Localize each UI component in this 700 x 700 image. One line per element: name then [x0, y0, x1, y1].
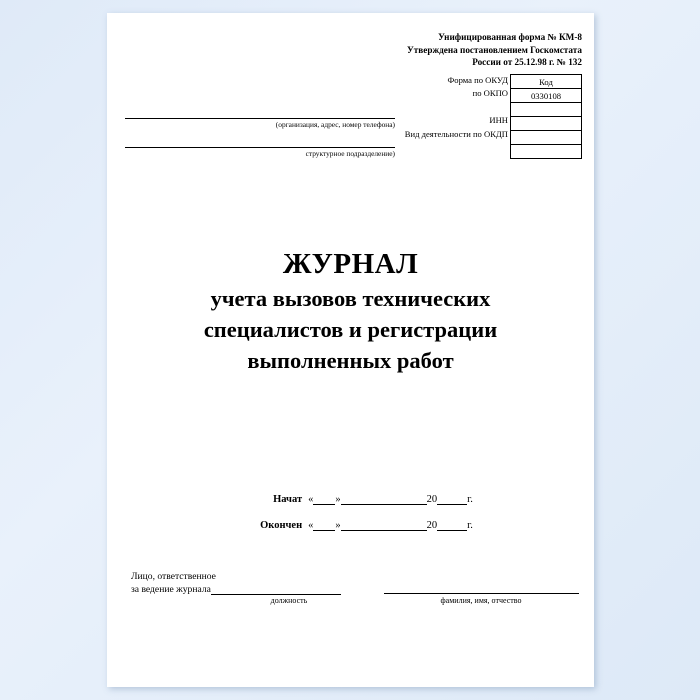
code-label-inn: ИНН [489, 115, 508, 126]
organization-block [125, 105, 395, 163]
code-value-okpo [511, 103, 582, 117]
table-row [511, 89, 582, 103]
title-line-1: учета вызовов технических [210, 286, 491, 311]
code-value-okdp [511, 145, 582, 159]
caption-full-name: фамилия, имя, отчество [440, 596, 522, 605]
responsible-name-field[interactable] [384, 592, 579, 594]
document-page [107, 13, 594, 687]
end-day-field[interactable] [313, 520, 335, 531]
table-row [511, 103, 582, 117]
code-label-okud: Форма по ОКУД [447, 75, 508, 85]
start-quote-close: » [335, 494, 341, 505]
end-year-prefix: 20 [426, 520, 438, 531]
caption-position: должность [270, 596, 308, 605]
end-year-field[interactable] [437, 520, 467, 531]
responsible-label-line-1: Лицо, ответственное [131, 571, 216, 582]
end-year-suffix: г. [467, 520, 473, 531]
code-value-inn [511, 131, 582, 145]
code-label-okdp: Вид деятельности по ОКДП [404, 128, 508, 139]
start-year-field[interactable] [437, 494, 467, 505]
code-table-header-cell: Код [511, 75, 582, 89]
end-quote-close: » [335, 520, 341, 531]
responsible-person-block [131, 571, 571, 605]
start-date-row [107, 479, 594, 505]
responsible-label-line-2: за ведение журнала [131, 584, 211, 595]
end-quote-open: « [308, 520, 314, 531]
end-date-label: Окончен [260, 520, 303, 531]
title-main: ЖУРНАЛ [282, 248, 419, 280]
end-date-row [107, 505, 594, 531]
form-header [262, 31, 582, 69]
start-date-label: Начат [273, 494, 303, 505]
start-quote-open: « [308, 494, 314, 505]
start-day-field[interactable] [313, 494, 335, 505]
start-year-suffix: г. [467, 494, 473, 505]
code-table [510, 74, 582, 159]
table-row [511, 131, 582, 145]
title-line-2: специалистов и регистрации [203, 317, 498, 342]
form-header-line-3: России от 25.12.98 г. № 132 [472, 57, 582, 67]
page-title [107, 247, 594, 374]
subdivision-fill-line[interactable] [125, 134, 395, 148]
start-year-prefix: 20 [426, 494, 438, 505]
code-value-empty [511, 117, 582, 131]
code-label-okpo: по ОКПО [472, 88, 508, 99]
table-row [511, 117, 582, 131]
code-value-okud: 0330108 [511, 89, 582, 103]
title-line-3: выполненных работ [247, 348, 454, 373]
subdivision-caption: структурное подразделение) [305, 149, 395, 158]
organization-fill-line[interactable] [125, 105, 395, 119]
form-header-line-1: Унифицированная форма № КМ-8 [438, 32, 582, 42]
responsible-position-field[interactable] [211, 584, 341, 595]
organization-caption: (организация, адрес, номер телефона) [275, 120, 395, 129]
table-row [511, 145, 582, 159]
end-month-field[interactable] [341, 520, 427, 531]
dates-block [107, 479, 594, 531]
table-row [511, 75, 582, 89]
start-month-field[interactable] [341, 494, 427, 505]
form-header-line-2: Утверждена постановлением Госкомстата [407, 44, 582, 55]
